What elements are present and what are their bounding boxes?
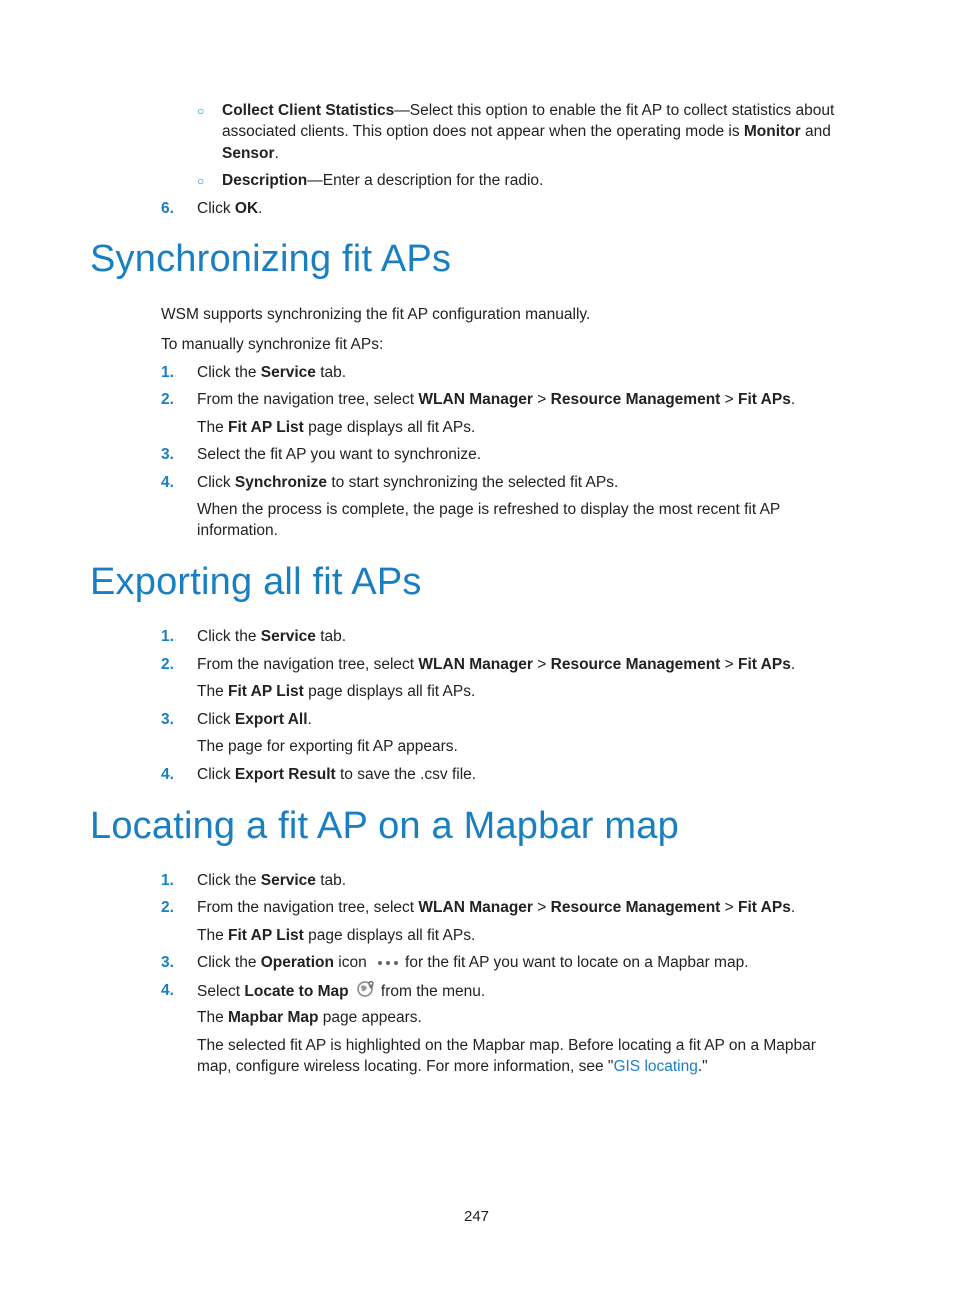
step-text: From the navigation tree, select WLAN Manager > Resource Management > Fit APs.	[197, 899, 796, 916]
step-text: Click the Service tab.	[197, 364, 347, 381]
list-item-cont: associated clients. This option does not appear when the operating mode is Monitor and	[222, 123, 831, 140]
step-number: 6.	[161, 200, 174, 217]
step-number: 2.	[161, 899, 174, 916]
bullet-icon: ○	[197, 104, 205, 118]
step-note: information.	[197, 522, 278, 539]
section-heading-export: Exporting all fit APs	[90, 561, 422, 603]
step-number: 4.	[161, 982, 174, 999]
step-text: Click Export Result to save the .csv file.	[197, 766, 477, 783]
step-number: 3.	[161, 446, 174, 463]
paragraph: To manually synchronize fit APs:	[161, 336, 384, 353]
step-note: The Mapbar Map page appears.	[197, 1009, 422, 1026]
step-number: 1.	[161, 872, 174, 889]
step-number: 4.	[161, 766, 174, 783]
step-text: From the navigation tree, select WLAN Manager > Resource Management > Fit APs.	[197, 391, 796, 408]
step-number: 1.	[161, 628, 174, 645]
step-text: Select the fit AP you want to synchronize.	[197, 446, 482, 463]
gis-locating-link[interactable]: GIS locating	[613, 1058, 698, 1075]
list-item: Collect Client Statistics—Select this option to enable the fit AP to collect statistics about	[222, 102, 835, 119]
section-heading-sync: Synchronizing fit APs	[90, 238, 452, 280]
operation-dots-icon	[377, 960, 399, 966]
step-number: 3.	[161, 954, 174, 971]
step-note: The Fit AP List page displays all fit APs.	[197, 683, 476, 700]
step-note: The page for exporting fit AP appears.	[197, 738, 458, 755]
locate-map-icon	[357, 980, 377, 998]
section-heading-locate: Locating a fit AP on a Mapbar map	[90, 805, 679, 847]
step-number: 3.	[161, 711, 174, 728]
step-text: Click Export All.	[197, 711, 312, 728]
step-note: map, configure wireless locating. For more information, see "GIS locating."	[197, 1058, 708, 1075]
step-number: 2.	[161, 391, 174, 408]
list-item-cont: Sensor.	[222, 145, 279, 162]
step-text: Select Locate to Map from the menu.	[197, 980, 485, 1002]
step-text: From the navigation tree, select WLAN Manager > Resource Management > Fit APs.	[197, 656, 796, 673]
step-number: 1.	[161, 364, 174, 381]
step-text: Click Synchronize to start synchronizing the selected fit APs.	[197, 474, 619, 491]
list-item: Description—Enter a description for the radio.	[222, 172, 544, 189]
page-number: 247	[464, 1208, 490, 1225]
step-text: Click the Service tab.	[197, 628, 347, 645]
step-text: Click the Service tab.	[197, 872, 347, 889]
step-number: 4.	[161, 474, 174, 491]
step-text: Click OK.	[197, 200, 263, 217]
step-text: Click the Operation icon for the fit AP you want to locate on a Mapbar map.	[197, 954, 749, 971]
step-note: The selected fit AP is highlighted on the Mapbar map. Before locating a fit AP on a Mapbar	[197, 1037, 816, 1054]
paragraph: WSM supports synchronizing the fit AP configuration manually.	[161, 306, 591, 323]
step-note: The Fit AP List page displays all fit APs.	[197, 419, 476, 436]
step-number: 2.	[161, 656, 174, 673]
step-note: When the process is complete, the page is refreshed to display the most recent fit AP	[197, 501, 781, 518]
bullet-icon: ○	[197, 174, 205, 188]
step-note: The Fit AP List page displays all fit APs.	[197, 927, 476, 944]
